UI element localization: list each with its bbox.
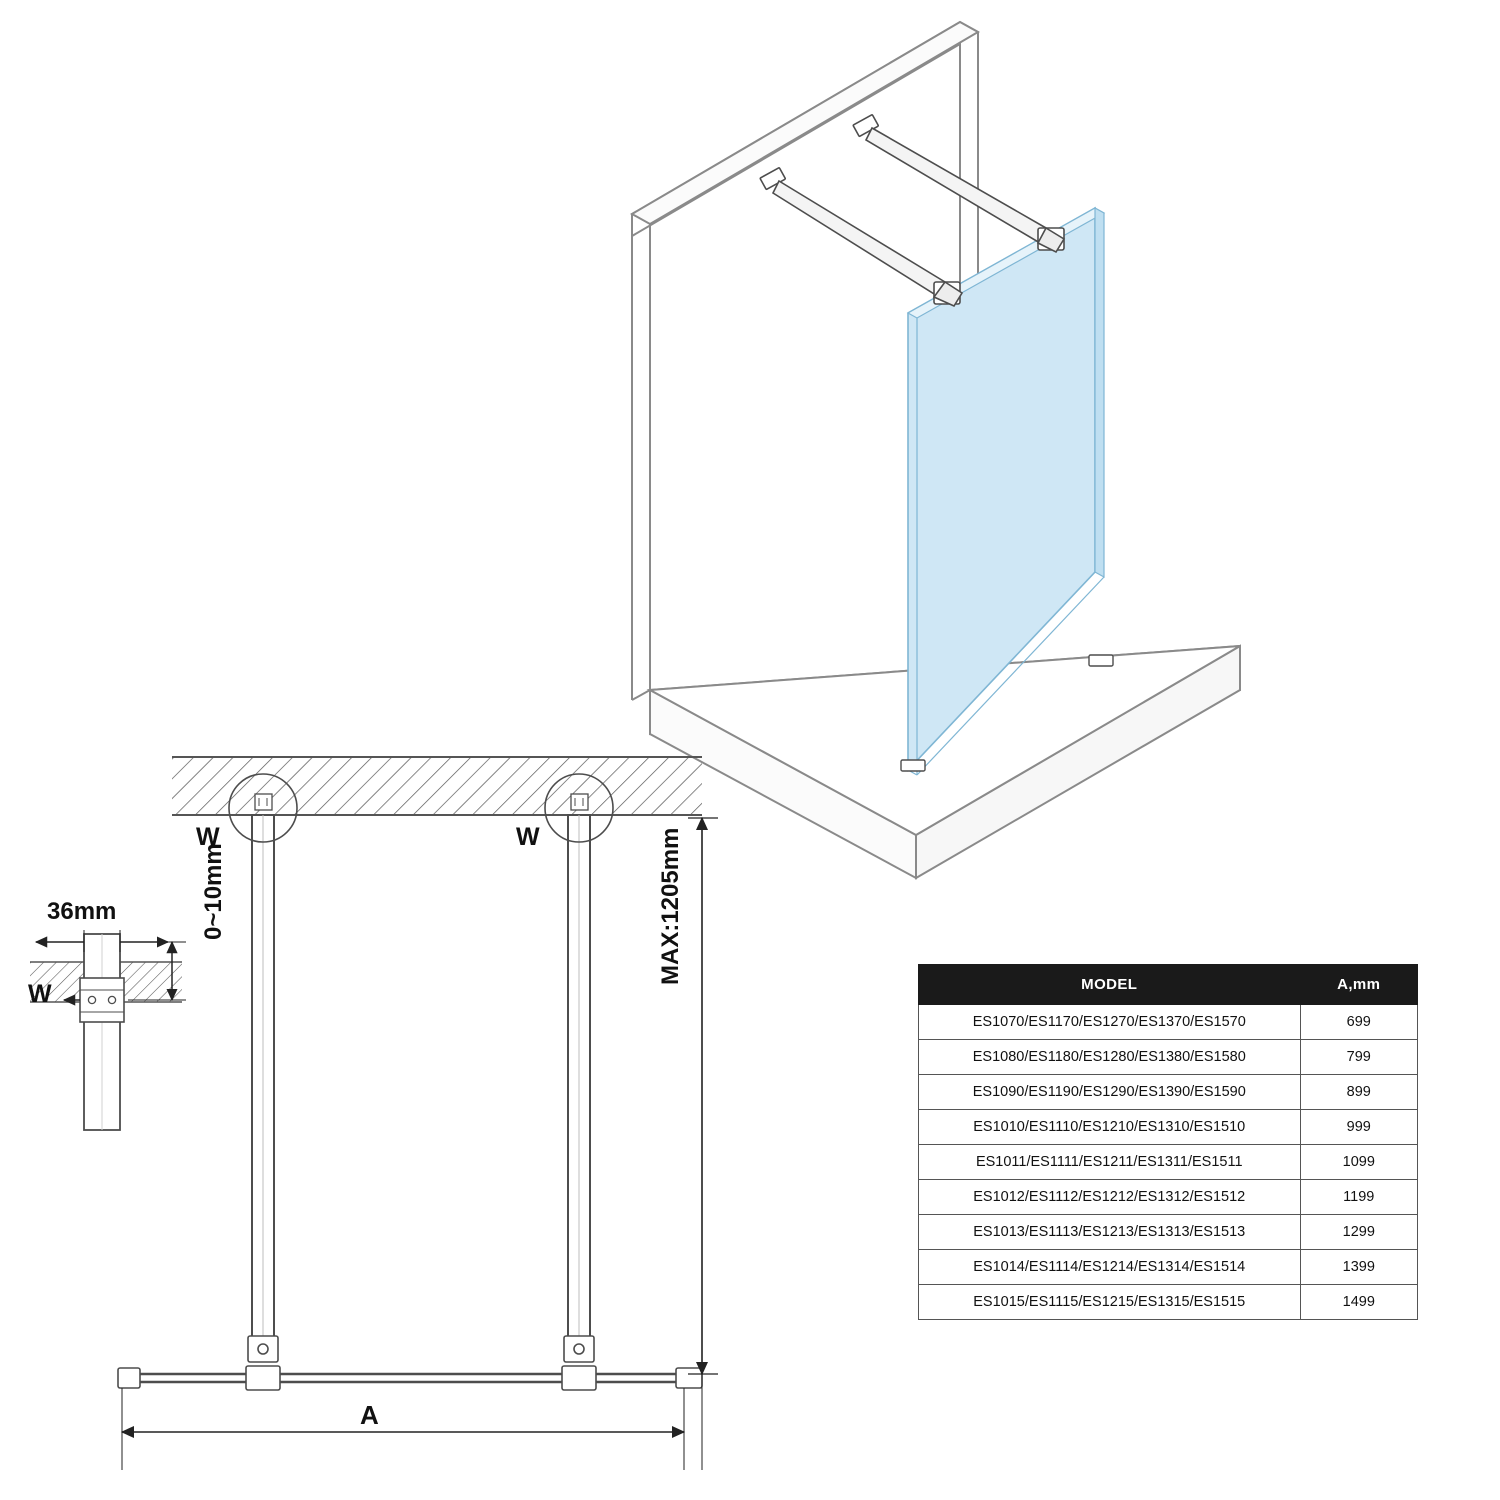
label-wall-bracket-2: W [516, 823, 540, 851]
cell-model: ES1070/ES1170/ES1270/ES1370/ES1570 [919, 1005, 1301, 1040]
label-profile-width: 36mm [47, 898, 117, 925]
cell-model: ES1015/ES1115/ES1215/ES1315/ES1515 [919, 1285, 1301, 1320]
cell-a-mm: 1299 [1300, 1215, 1417, 1250]
cell-a-mm: 999 [1300, 1110, 1417, 1145]
table-row [919, 1005, 1418, 1040]
support-bar-lower [760, 168, 962, 306]
table-row [919, 1075, 1418, 1110]
model-spec-table [918, 964, 1418, 1320]
table-row [919, 1040, 1418, 1075]
label-width-dimension: A [360, 1400, 379, 1430]
cell-model: ES1013/ES1113/ES1213/ES1313/ES1513 [919, 1215, 1301, 1250]
cell-a-mm: 1099 [1300, 1145, 1417, 1180]
cell-a-mm: 1399 [1300, 1250, 1417, 1285]
label-tolerance: 0~10mm [200, 843, 227, 940]
support-bar-upper [853, 115, 1064, 252]
label-max-height: MAX:1205mm [657, 827, 684, 985]
cell-model: ES1080/ES1180/ES1280/ES1380/ES1580 [919, 1040, 1301, 1075]
table-row [919, 1180, 1418, 1215]
label-wall-bracket-3: W [28, 980, 52, 1008]
cell-model: ES1012/ES1112/ES1212/ES1312/ES1512 [919, 1180, 1301, 1215]
label-wall-bracket-1: W [196, 823, 220, 851]
cell-a-mm: 899 [1300, 1075, 1417, 1110]
table-header-row [919, 965, 1418, 1005]
cell-a-mm: 799 [1300, 1040, 1417, 1075]
cell-model: ES1090/ES1190/ES1290/ES1390/ES1590 [919, 1075, 1301, 1110]
table-row [919, 1250, 1418, 1285]
cell-model: ES1014/ES1114/ES1214/ES1314/ES1514 [919, 1250, 1301, 1285]
table-row [919, 1285, 1418, 1320]
cell-model: ES1010/ES1110/ES1210/ES1310/ES1510 [919, 1110, 1301, 1145]
cell-a-mm: 699 [1300, 1005, 1417, 1040]
header-a-mm: A,mm [1300, 965, 1417, 1005]
header-model: MODEL [919, 965, 1301, 1005]
table-row [919, 1145, 1418, 1180]
cell-a-mm: 1499 [1300, 1285, 1417, 1320]
detail-view-w [30, 930, 186, 1130]
table-row [919, 1110, 1418, 1145]
cell-model: ES1011/ES1111/ES1211/ES1311/ES1511 [919, 1145, 1301, 1180]
cell-a-mm: 1199 [1300, 1180, 1417, 1215]
table-row [919, 1215, 1418, 1250]
